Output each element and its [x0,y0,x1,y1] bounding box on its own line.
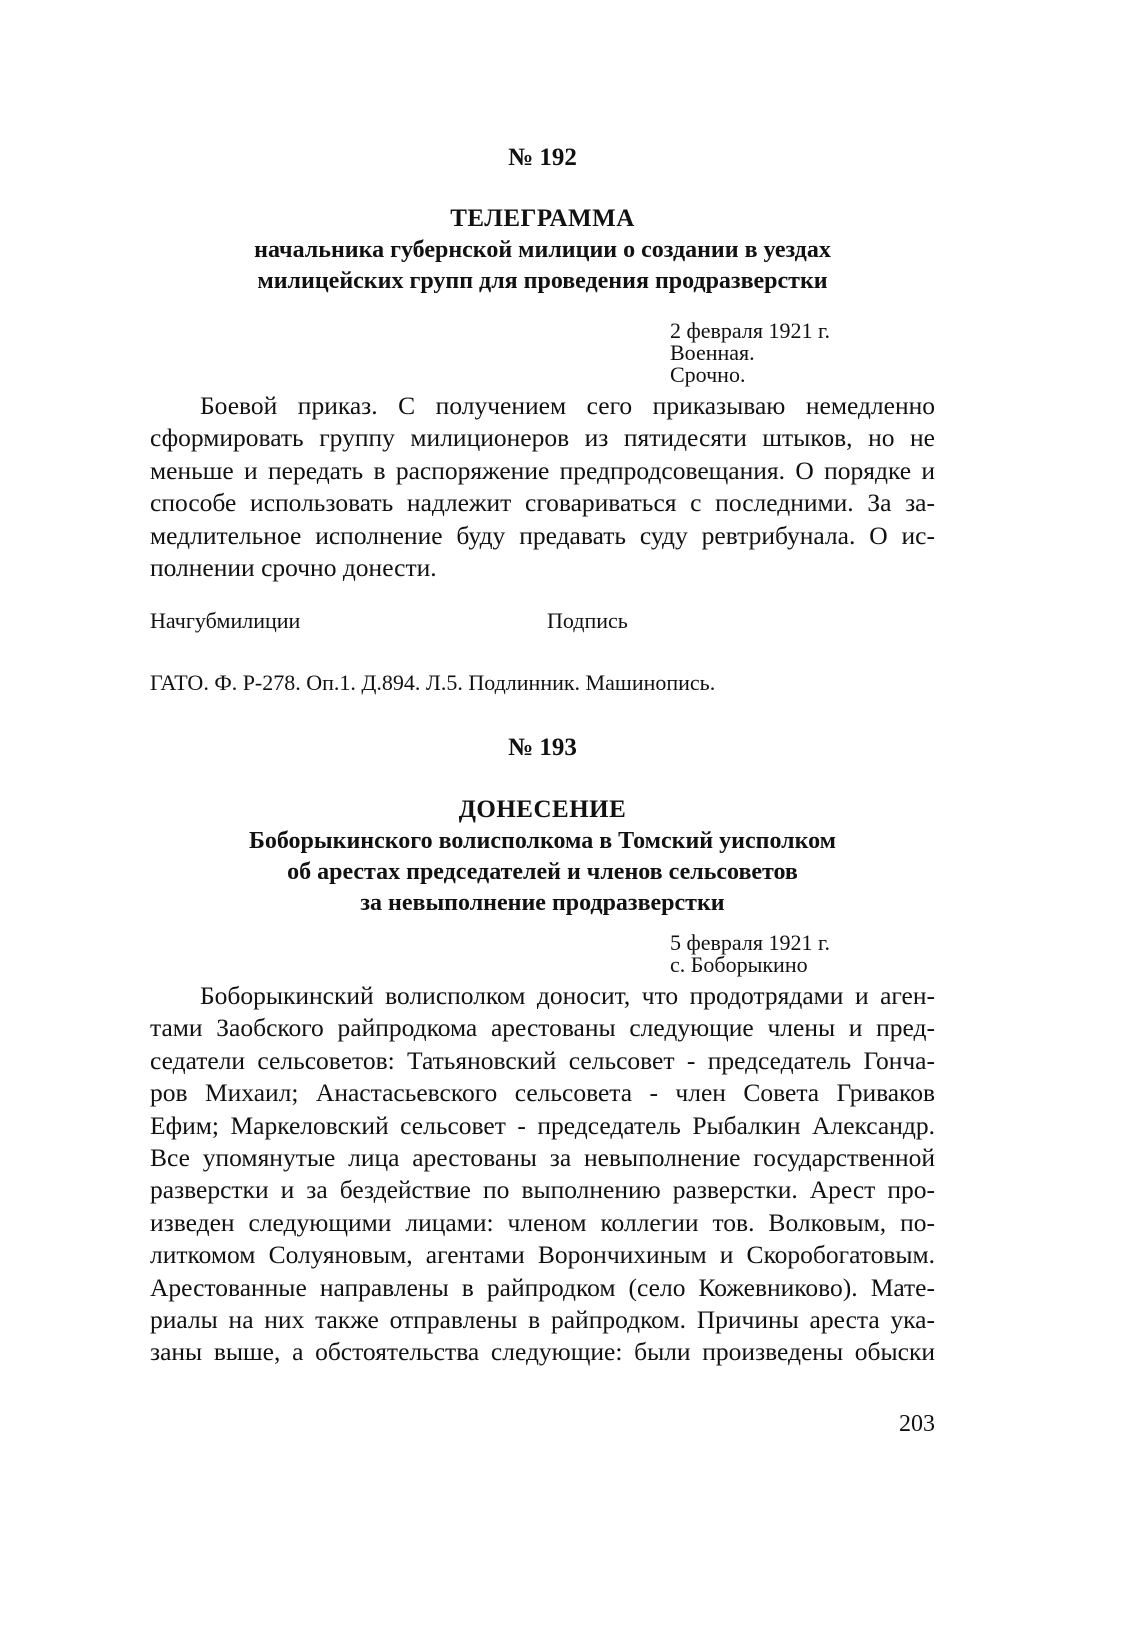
body-line: литкомом Солуяновым, агентами Ворончихиным и Скоробогатовым. [150,1240,935,1270]
doc193-kind: ДОНЕСЕНИЕ [458,796,627,823]
body-line: медлительное исполнение буду предавать суду ревтрибунала. О ис- [150,520,935,550]
body-line: сформировать группу милиционеров из пятидесяти штыков, но не [150,423,935,453]
body-line: Боборыкинский волисполком доносит, что продотрядами и аген- [200,981,935,1010]
body-line: Ефим; Маркеловский сельсовет - председатель Рыбалкин Александр. [150,1110,935,1140]
doc192-number: № 192 [508,144,577,171]
body-line: Боевой приказ. С получением сего приказываю немедленно [200,391,935,420]
doc192-body [150,390,935,584]
page-number: 203 [899,1411,935,1437]
doc192-archive-reference: ГАТО. Ф. Р-278. Оп.1. Д.894. Л.5. Подлинник. Машинопись. [150,670,716,695]
body-line: полнении срочно донести. [150,553,437,583]
doc193-date: 5 февраля 1921 г. [670,930,831,955]
doc193-title-block [150,794,935,919]
doc193-meta [670,932,830,976]
doc192-category: Военная. [670,340,755,365]
doc192-subtitle-line: начальника губернской милиции о создании в уездах [254,237,831,263]
body-line: Арестованные направлены в райпродком (село Кожевниково). Мате- [150,1272,935,1302]
doc192-meta [670,320,830,386]
body-line: способе использовать надлежит сговариваться с последними. За за- [150,488,935,518]
body-line: ров Михаил; Анастасьевского сельсовета - член Совета Гриваков [150,1078,935,1108]
body-line: риалы на них также отправлены в райпродком. Причины ареста ука- [150,1305,935,1335]
body-line: заны выше, а обстоятельства следующие: были произведены обыски [150,1337,935,1367]
body-line: тами Заобского райпродкома арестованы следующие члены и пред- [150,1013,935,1043]
signature-mark: Подпись [547,608,628,633]
body-line: Все упомянутые лица арестованы за невыполнение государственной [150,1143,935,1173]
body-line: изведен следующими лицами: членом коллегии тов. Волковым, по- [150,1207,935,1237]
doc192-subtitle-line: милицейских групп для проведения продразверстки [257,268,828,294]
doc193-number: № 193 [508,734,577,761]
doc193-subtitle-line: об арестах председателей и членов сельсоветов [287,859,798,885]
document-page [150,0,935,1626]
body-line: меньше и передать в распоряжение предпродсовещания. О порядке и [150,455,935,485]
doc192-title-block [150,203,935,297]
doc192-kind: ТЕЛЕГРАММА [450,205,635,232]
doc193-place: с. Боборыкино [670,952,808,977]
doc192-date: 2 февраля 1921 г. [670,318,831,343]
doc192-urgency: Срочно. [670,362,746,387]
body-line: седатели сельсоветов: Татьяновский сельсовет - председатель Гонча- [150,1045,935,1075]
doc193-body [150,980,935,1369]
body-line: разверстки и за бездействие по выполнению разверстки. Арест про- [150,1175,935,1205]
doc193-subtitle-line: Боборыкинского волисполкома в Томский уисполком [248,828,836,854]
doc193-subtitle-line: за невыполнение продразверстки [360,890,725,916]
signature-role: Начгубмилиции [150,608,301,633]
